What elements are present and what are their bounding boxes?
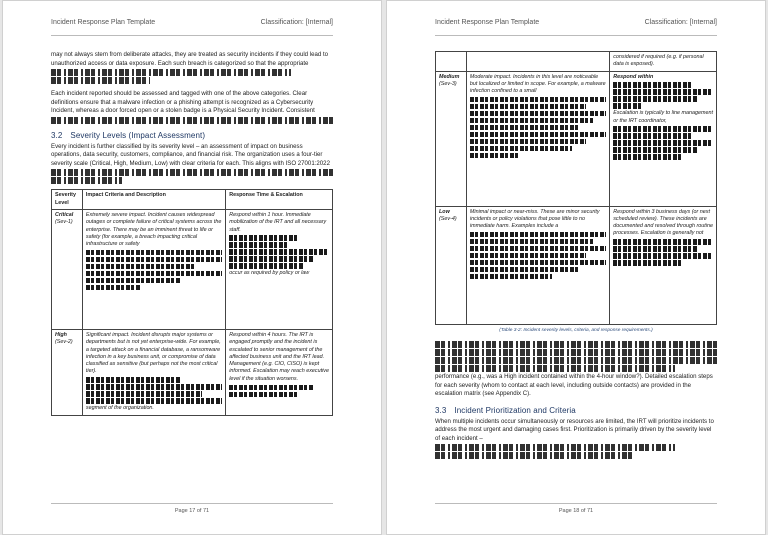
- table-header-row: [52, 190, 333, 210]
- paragraph: [51, 90, 333, 124]
- table-row: [436, 71, 717, 206]
- header-classification: Classification: [Internal]: [260, 19, 333, 26]
- response-cell: [610, 71, 717, 206]
- response-lead: Respond within: [613, 73, 654, 80]
- redacted-text: [470, 97, 606, 103]
- section-heading: [51, 132, 333, 141]
- table-row: [436, 206, 717, 324]
- impact-text: Significant impact. Incident disrupts major systems or departments but is not yet enterprise-wide. For example, a targeted attack on a financial database, a ransomware infection in a key business unit, or compromise of data classified as sensitive (but perhaps not the most critical tier).: [85, 331, 221, 375]
- document-page-17: [2, 0, 382, 535]
- redacted-text: [613, 89, 713, 95]
- redacted-text: [470, 125, 579, 131]
- paragraph: [435, 341, 717, 399]
- redacted-text: [435, 341, 717, 348]
- redacted-text: [613, 260, 683, 266]
- section-title: Incident Prioritization and Criteria: [454, 405, 576, 415]
- redacted-text: [86, 250, 222, 256]
- severity-cell: [436, 71, 467, 206]
- redacted-text: [613, 253, 713, 259]
- redacted-text: [86, 285, 141, 291]
- impact-cell: [82, 209, 225, 329]
- paragraph-text: performance (e.g., was a High incident contained within the 4-hour window?). Detailed escalation steps for each severity (whom to contact at each level, including outside contacts) are provided in the escalation matrix (see Appendix C).: [435, 373, 713, 398]
- redacted-text: [435, 365, 675, 372]
- redacted-text: [613, 103, 643, 109]
- response-text: Respond within 3 business days (or next scheduled review). These incidents are documented and resolved through routine processes.: [613, 208, 713, 237]
- redacted-text: [51, 169, 333, 176]
- header-divider: [51, 35, 333, 36]
- response-cell: [610, 206, 717, 324]
- severity-code: (Sev-1): [55, 219, 73, 226]
- redacted-text: [470, 104, 586, 110]
- redacted-text: [435, 349, 717, 356]
- redacted-text: [86, 377, 181, 383]
- severity-cell: [52, 209, 83, 329]
- impact-text: Extremely severe impact. Incident causes widespread outages or complete failure of critical systems across the enterprise. There may be an imminent threat to life or safety (for example, a breach impacting critical infrastructure or safety: [85, 211, 222, 248]
- redacted-text: [229, 256, 314, 262]
- table-row: [436, 52, 717, 72]
- redacted-text: [470, 253, 586, 259]
- redacted-text: [229, 242, 289, 248]
- redacted-text: [51, 77, 150, 84]
- header-title: Incident Response Plan Template: [51, 19, 156, 26]
- redacted-text: [470, 232, 606, 238]
- column-header: Severity Level: [52, 190, 83, 210]
- redacted-text: [613, 140, 713, 146]
- redacted-text: [613, 96, 698, 102]
- footer-divider: [435, 503, 717, 504]
- redacted-text: [470, 267, 579, 273]
- severity-name: Critical: [55, 211, 74, 218]
- page-header: [51, 19, 333, 26]
- redacted-text: [470, 132, 606, 138]
- column-header: Response Time & Escalation: [226, 190, 333, 210]
- redacted-text: [470, 260, 606, 266]
- redacted-text: [86, 398, 222, 404]
- page-number: Page 17 of 71: [174, 508, 210, 514]
- response-text: considered if required (e.g. if personal data is exposed).: [613, 54, 704, 68]
- impact-text: Moderate impact. Incidents in this level are noticeable but localized or limited in scope. For example, a malware infection confined to a small: [469, 73, 606, 95]
- header-divider: [435, 35, 717, 36]
- redacted-text: [435, 444, 675, 451]
- paragraph: [51, 51, 333, 84]
- redacted-text: [613, 239, 713, 245]
- redacted-text: [229, 392, 299, 398]
- redacted-text: [435, 357, 717, 364]
- redacted-text: [51, 117, 333, 124]
- redacted-text: [51, 177, 122, 184]
- severity-cell: [436, 206, 467, 324]
- page-body: [51, 51, 333, 416]
- redacted-text: [613, 147, 698, 153]
- page-body: [435, 51, 717, 465]
- redacted-text: [86, 271, 222, 277]
- section-heading: [435, 407, 717, 416]
- impact-cell: [466, 71, 609, 206]
- response-text: Respond within 1 hour. Immediate mobilization of the IRT and all necessary staff.: [229, 211, 327, 233]
- response-text: Escalation is typically to line management or the IRT coordinator,: [613, 110, 713, 124]
- paragraph-text: Each incident reported should be assessed and tagged with one of the above categories. Clear definitions ensure that a malware infection or a phishing attempt is recognized as a Cybersecurity Incident, whereas a door forced open or a stolen badge is a Physical Security Incident. Consistent: [51, 90, 315, 115]
- response-text: Escalation is generally not: [640, 230, 704, 237]
- severity-table-continued: [435, 51, 717, 325]
- redacted-text: [470, 146, 572, 152]
- header-classification: Classification: [Internal]: [644, 19, 717, 26]
- redacted-text: [435, 452, 632, 459]
- response-cell: [610, 52, 717, 72]
- paragraph-text: When multiple incidents occur simultaneously or resources are limited, the IRT will prioritize incidents to address the most urgent and damaging cases first. Prioritization is primarily driven by the severity level of each incident –: [435, 417, 714, 442]
- redacted-text: [229, 385, 314, 391]
- page-number: Page 18 of 71: [558, 508, 594, 514]
- redacted-text: [470, 111, 606, 117]
- impact-text: Minimal impact or near-miss. These are minor security incidents or policy violations that pose little to no immediate harm. Examples include a: [469, 208, 600, 230]
- redacted-text: [470, 118, 593, 124]
- redacted-text: [613, 154, 683, 160]
- section-number: 3.2: [51, 130, 63, 140]
- redacted-text: [229, 235, 299, 241]
- severity-name: Medium: [439, 73, 460, 80]
- redacted-text: [86, 278, 181, 284]
- section-title: Severity Levels (Impact Assessment): [70, 130, 206, 140]
- response-text: occur as required by policy or law: [229, 270, 310, 277]
- table-row: [52, 209, 333, 329]
- impact-cell: [466, 206, 609, 324]
- redacted-text: [613, 133, 693, 139]
- table-row: [52, 329, 333, 415]
- redacted-text: [470, 239, 593, 245]
- redacted-text: [86, 384, 222, 390]
- redacted-text: [51, 69, 291, 76]
- severity-table: [51, 189, 333, 415]
- redacted-text: [470, 246, 606, 252]
- redacted-text: [86, 391, 202, 397]
- paragraph-text: may not always stem from deliberate attacks, they are treated as security incidents if they could lead to unauthorized access or data exposure. Each such breach is categorized so that the appropriate: [51, 51, 329, 67]
- document-page-18: [386, 0, 766, 535]
- redacted-text: [470, 274, 552, 280]
- redacted-text: [229, 249, 329, 255]
- page-header: [435, 19, 717, 26]
- severity-cell: [436, 52, 467, 72]
- table-caption: (Table 3-2: Incident severity levels, criteria, and response requirements.): [499, 327, 653, 333]
- redacted-text: [86, 257, 222, 263]
- severity-code: (Sev-4): [439, 215, 457, 222]
- severity-code: (Sev-3): [439, 80, 457, 87]
- severity-name: Low: [439, 208, 450, 215]
- impact-cell: [466, 52, 609, 72]
- column-header: Impact Criteria and Description: [82, 190, 225, 210]
- severity-code: (Sev-2): [55, 339, 73, 346]
- header-title: Incident Response Plan Template: [435, 19, 540, 26]
- redacted-text: [229, 263, 304, 269]
- response-cell: [226, 209, 333, 329]
- paragraph: [435, 418, 717, 460]
- severity-name: High: [55, 331, 67, 338]
- redacted-text: [613, 126, 713, 132]
- redacted-text: [613, 246, 698, 252]
- redacted-text: [613, 82, 693, 88]
- redacted-text: [470, 153, 518, 159]
- impact-text: segment of the organization.: [85, 405, 154, 412]
- footer-divider: [51, 503, 333, 504]
- section-number: 3.3: [435, 405, 447, 415]
- severity-cell: [52, 329, 83, 415]
- response-cell: [226, 329, 333, 415]
- paragraph-text: Every incident is further classified by its severity level – an assessment of impact on business operations, data security, customers, compliance, and financial risk. The organization uses a four-tier severity scale (Critical, High, Medium, Low) with clear criteria for each. This aligns with ISO 27001:2022: [51, 142, 330, 167]
- redacted-text: [470, 139, 586, 145]
- impact-cell: [82, 329, 225, 415]
- response-text: Respond within 4 hours. The IRT is engaged promptly and the incident is escalated to senior management of the affected business unit and the IRT lead. Management (e.g. CIO, CISO) is kept informed. Escalation may reach executive level if the situation worsens.: [229, 331, 329, 382]
- paragraph: [51, 143, 333, 185]
- redacted-text: [86, 264, 195, 270]
